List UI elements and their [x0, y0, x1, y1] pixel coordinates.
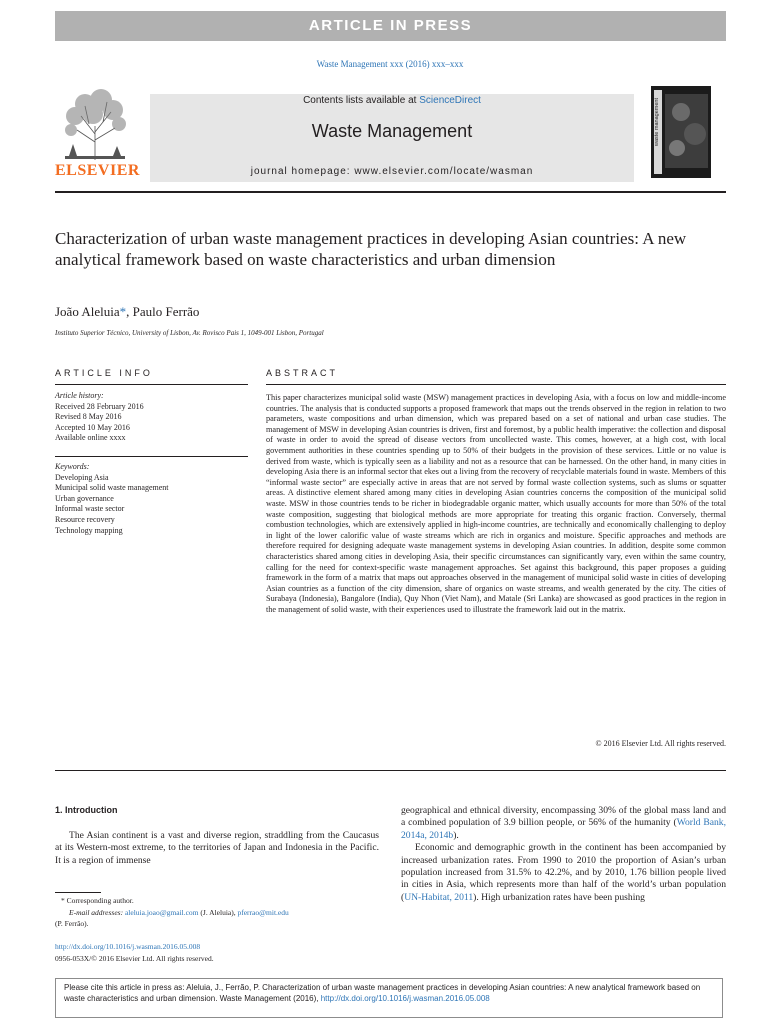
article-history-label: Article history: — [55, 391, 104, 400]
article-info-heading: ARTICLE INFO — [55, 368, 153, 378]
history-online: Available online xxxx — [55, 433, 126, 443]
cite-doi-link[interactable]: http://dx.doi.org/10.1016/j.wasman.2016.05.008 — [320, 994, 490, 1003]
abstract-text: This paper characterizes municipal solid waste (MSW) management practices in developing Asia, with a focus on low and middle-income countries. The analysis that is conducted supports a proposed framework that maps out the trends observed in the region in relation to two parameters, waste compositions and urban dimension, which was prepared based on a set of national and urban case studies. The management of MSW in developing Asian countries is driven, first and foremost, by a public health imperative: the collection and disposal of waste in order to avoid the spread of disease vectors from uncollected waste. This comes, however, at a high cost, with local government authorities in these countries spending up to 50% of their budgets in the provision of these services. Little or no value is derived from waste, which is typically seen as a liability and not as a resource that can be harnessed. On the other hand, in many cities in developing Asia there is an informal sector that ekes out a living from the recovery of recyclable materials found in waste. Members of this “informal waste sector” are especially active in areas that are not served by formal waste collection systems, such as slums or squatter areas. A distinctive element shared among many cities in developing Asian countries concerns the composition of the municipal solid waste. MSW in those countries tends to be richer in biodegradable organic matter, which usually accounts for more than 50% of the total waste composition, suggesting that biological methods are more appropriate for treating this organic fraction. Conversely, thermal combustion technologies, which are extensively applied in high-income countries, are technically and economically challenging to deploy in light of the lower calorific value of waste streams which are rich in organics and moisture. Specific approaches and methods are therefore required for designing adequate waste management systems in developing Asian countries. In addition, despite some common characteristics shared among cities in developing Asia, their specific circumstances can significantly vary, even within the same country, calling for the need for context-specific waste management approaches. Set against this background, this paper proposes a guiding framework in the form of a matrix that maps out approaches observed in the management of municipal solid waste in cities of developing Asian countries as a function of the city dimension, share of organics on waste streams, and wealth generated by the city. The cities of Surabaya (Indonesia), Bangalore (India), Quy Nhon (Viet Nam), and Matale (Sri Lanka) are showcased as good practices in the region in the management of solid waste, with their experiences used to illustrate the framework laid out in the matrix. — [266, 393, 726, 614]
intro-text: Economic and demographic growth in the continent has been accompanied by increased urbanization rates. From 1990 to 2010 the proportion of Asian’s urban population increased from 31.5% to 42.2%, and by 2010, 1.76 billion people lived in cities in Asia, which represents more than half of the world’s urban population ( — [401, 842, 726, 903]
intro-text: ). High urbanization rates have been pushing — [473, 891, 645, 903]
author-affiliation: Instituto Superior Técnico, University of Lisbon, Av. Rovisco Pais 1, 1049-001 Lisbon, Portugal — [55, 329, 324, 337]
contents-prefix: Contents lists available at — [303, 95, 420, 106]
email-link[interactable]: aleluia.joao@gmail.com — [124, 907, 199, 917]
keyword-item: Developing Asia — [55, 472, 109, 482]
history-revised: Revised 8 May 2016 — [55, 412, 122, 422]
author-separator: , — [126, 304, 133, 319]
journal-citation-link[interactable]: Waste Management xxx (2016) xxx–xxx — [316, 59, 464, 69]
article-in-press-banner: ARTICLE IN PRESS — [55, 11, 726, 41]
email-label: E-mail addresses: — [69, 907, 124, 917]
article-info-divider — [55, 384, 248, 385]
keyword-item: Technology mapping — [55, 525, 123, 535]
keywords-list — [55, 462, 248, 536]
footnote-divider — [55, 892, 101, 893]
citation-link-worldbank[interactable]: World Bank, 2014a, 2014b — [401, 817, 726, 841]
doi-link[interactable]: http://dx.doi.org/10.1016/j.wasman.2016.05.008 — [55, 942, 201, 951]
intro-paragraph — [401, 805, 726, 842]
contents-list-line — [150, 95, 634, 106]
keyword-item: Municipal solid waste management — [55, 483, 169, 493]
cite-this-article-box — [55, 978, 723, 1018]
abstract-end-divider — [55, 770, 726, 771]
history-received: Received 28 February 2016 — [55, 401, 144, 411]
author-name: João Aleluia — [55, 304, 120, 319]
journal-homepage-link[interactable]: journal homepage: www.elsevier.com/locate/wasman — [250, 166, 534, 177]
email-line — [55, 907, 379, 919]
author-list — [55, 304, 199, 320]
keyword-item: Urban governance — [55, 493, 114, 503]
corresponding-author-marker[interactable]: * — [119, 304, 127, 319]
cite-text: Please cite this article in press as: Aleluia, J., Ferrão, P. Characterization of urban waste management practices in developing Asian countries: A new analytical framework based on waste characteristics and urban dimension. Waste Management (2016), — [64, 983, 701, 1003]
email-owner: (J. Aleluia), — [198, 907, 238, 917]
email-link[interactable]: pferrao@mit.edu — [237, 907, 289, 917]
header-divider — [55, 191, 726, 193]
intro-paragraph — [401, 842, 726, 904]
keyword-item: Resource recovery — [55, 514, 115, 524]
keywords-label: Keywords: — [55, 462, 90, 471]
abstract-divider — [266, 384, 726, 385]
footnote — [55, 895, 379, 930]
doi-info — [55, 941, 379, 964]
issn-copyright-line: 0956-053X/© 2016 Elsevier Ltd. All rights reserved. — [55, 953, 214, 963]
corresponding-author-note: * Corresponding author. — [61, 896, 134, 905]
keyword-item: Informal waste sector — [55, 504, 125, 514]
intro-text: geographical and ethnical diversity, encompassing 30% of the global mass land and a combined population of 3.9 billion people, or 56% of the humanity ( — [401, 805, 726, 829]
article-title: Characterization of urban waste management practices in developing Asian countries: A new analytical framework based on waste characteristics and urban dimension — [55, 229, 687, 269]
article-history — [55, 391, 248, 444]
keywords-divider — [55, 456, 248, 457]
abstract-copyright: © 2016 Elsevier Ltd. All rights reserved. — [595, 739, 726, 748]
cover-title-text: waste management — [654, 98, 660, 146]
abstract-heading: ABSTRACT — [266, 368, 339, 378]
intro-left-column — [55, 830, 379, 867]
sciencedirect-link[interactable]: ScienceDirect — [419, 95, 481, 106]
history-accepted: Accepted 10 May 2016 — [55, 422, 130, 432]
journal-title: Waste Management — [311, 121, 473, 141]
author-name: Paulo Ferrão — [132, 304, 200, 319]
elsevier-wordmark: ELSEVIER — [55, 162, 140, 179]
section-heading-introduction: 1. Introduction — [55, 805, 118, 815]
intro-paragraph: The Asian continent is a vast and diverse region, straddling from the Caucasus at its Western-most extreme, to the territories of Japan and Indonesia in the Pacific. It is a region of immense — [55, 830, 379, 866]
citation-link-unhabitat[interactable]: UN-Habitat, 2011 — [404, 891, 474, 903]
intro-right-column — [401, 805, 726, 904]
journal-cover-image — [651, 86, 711, 178]
intro-text: ). — [453, 829, 459, 841]
email-owner-line: (P. Ferrão). — [55, 919, 89, 928]
